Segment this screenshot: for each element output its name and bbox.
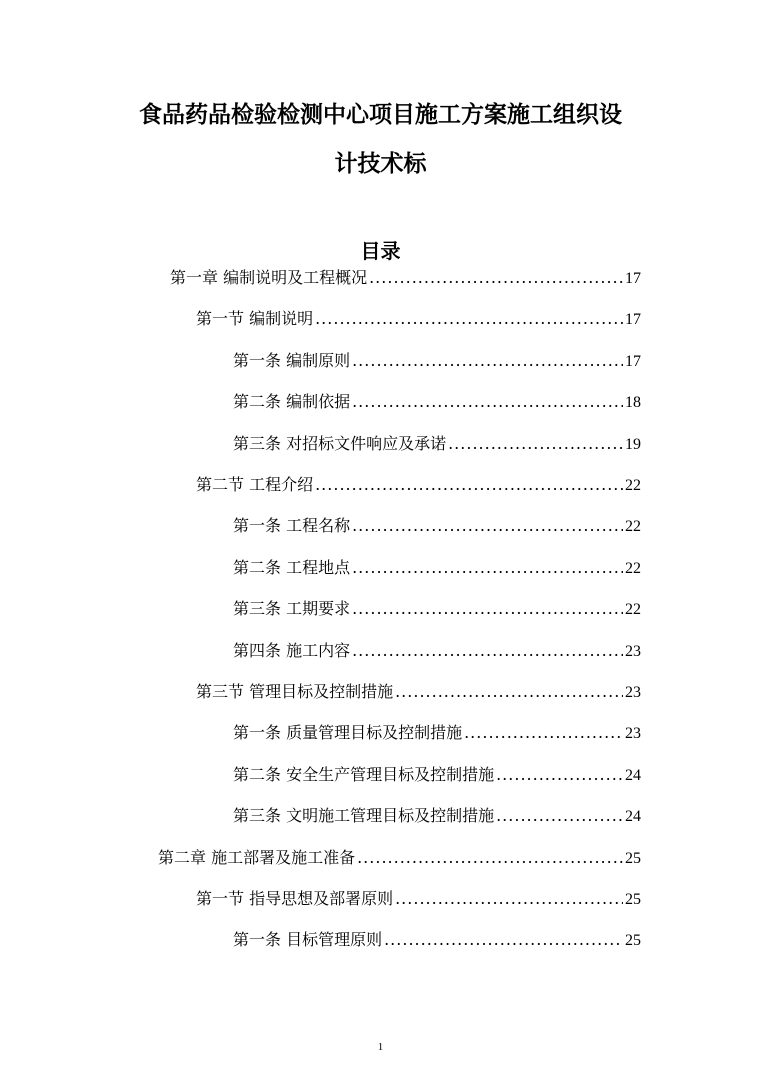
toc-leader-dots: [352, 640, 623, 662]
toc-entry-title: 第三条 工期要求: [233, 599, 351, 619]
toc-leader-dots: [384, 929, 623, 951]
toc-leader-dots: [369, 267, 623, 289]
toc-entry-page: 25: [625, 849, 641, 867]
toc-entry[interactable]: [233, 433, 641, 455]
toc-entry[interactable]: [196, 888, 641, 910]
toc-entry[interactable]: [196, 681, 641, 703]
toc-entry[interactable]: [170, 267, 641, 289]
toc-entry[interactable]: [233, 515, 641, 537]
toc-leader-dots: [352, 598, 623, 620]
toc-entry[interactable]: [158, 847, 641, 869]
toc-leader-dots: [357, 847, 623, 869]
toc-entry-page: 17: [625, 311, 641, 329]
toc-entry[interactable]: [233, 640, 641, 662]
toc-entry-title: 第一条 编制原则: [233, 350, 351, 370]
toc-entry-page: 24: [625, 808, 641, 826]
toc-entry[interactable]: [233, 929, 641, 951]
toc-entry-title: 第一条 目标管理原则: [233, 930, 383, 950]
toc-leader-dots: [496, 764, 623, 786]
toc-entry-title: 第一条 质量管理目标及控制措施: [233, 723, 463, 743]
toc-entry-page: 23: [625, 684, 641, 701]
toc-entry[interactable]: [196, 308, 641, 330]
toc-leader-dots: [352, 391, 623, 413]
toc-leader-dots: [395, 888, 623, 910]
toc-entry-title: 第二条 编制依据: [233, 392, 351, 412]
toc-entry-title: 第三条 对招标文件响应及承诺: [233, 433, 447, 453]
toc-entry-title: 第四条 施工内容: [233, 640, 351, 660]
toc-entry[interactable]: [233, 722, 641, 744]
toc-entry-page: 22: [625, 477, 641, 494]
toc-entry-title: 第二章 施工部署及施工准备: [158, 847, 356, 867]
toc-entry[interactable]: [233, 764, 641, 786]
toc-leader-dots: [352, 350, 623, 372]
toc-entry-page: 22: [625, 518, 641, 536]
toc-entry[interactable]: [233, 350, 641, 372]
toc-entry-page: 17: [625, 352, 641, 370]
toc-leader-dots: [395, 681, 623, 703]
toc-entry-page: 22: [625, 601, 641, 619]
toc-entry-title: 第三条 文明施工管理目标及控制措施: [233, 806, 495, 826]
toc-entry-title: 第二节 工程介绍: [196, 475, 314, 494]
toc-leader-dots: [448, 433, 623, 455]
toc-leader-dots: [496, 805, 623, 827]
toc-leader-dots: [315, 308, 623, 330]
toc-entry-page: 17: [625, 270, 641, 287]
toc-entry-page: 18: [625, 394, 641, 412]
toc-entry[interactable]: [233, 805, 641, 827]
toc-entry-title: 第一章 编制说明及工程概况: [170, 268, 368, 287]
toc-heading: 目录: [360, 239, 401, 263]
document-title-line-1: 食品药品检验检测中心项目施工方案施工组织设: [139, 102, 622, 128]
toc-leader-dots: [352, 515, 623, 537]
toc-entry-title: 第一条 工程名称: [233, 516, 351, 536]
toc-entry-page: 22: [625, 559, 641, 577]
toc-entry[interactable]: [196, 474, 641, 496]
toc-entry[interactable]: [233, 391, 641, 413]
toc-leader-dots: [464, 722, 623, 744]
toc-entry-page: 19: [625, 435, 641, 453]
toc-entry-title: 第二条 安全生产管理目标及控制措施: [233, 764, 495, 784]
toc-entry-title: 第二条 工程地点: [233, 557, 351, 577]
toc-entry-page: 24: [625, 766, 641, 784]
toc-leader-dots: [315, 474, 623, 496]
page-number: 1: [377, 1041, 384, 1053]
toc-entry-title: 第一节 编制说明: [196, 309, 314, 329]
toc-entry-page: 25: [625, 932, 641, 950]
toc-entry-title: 第一节 指导思想及部署原则: [196, 889, 394, 908]
document-title-line-2: 计技术标: [334, 151, 427, 177]
toc-entry[interactable]: [233, 557, 641, 579]
toc-entry-page: 23: [625, 725, 641, 743]
toc-entry[interactable]: [233, 598, 641, 620]
toc-leader-dots: [352, 557, 623, 579]
toc-entry-page: 23: [625, 642, 641, 660]
toc-entry-title: 第三节 管理目标及控制措施: [196, 682, 394, 701]
toc-entry-page: 25: [625, 891, 641, 908]
